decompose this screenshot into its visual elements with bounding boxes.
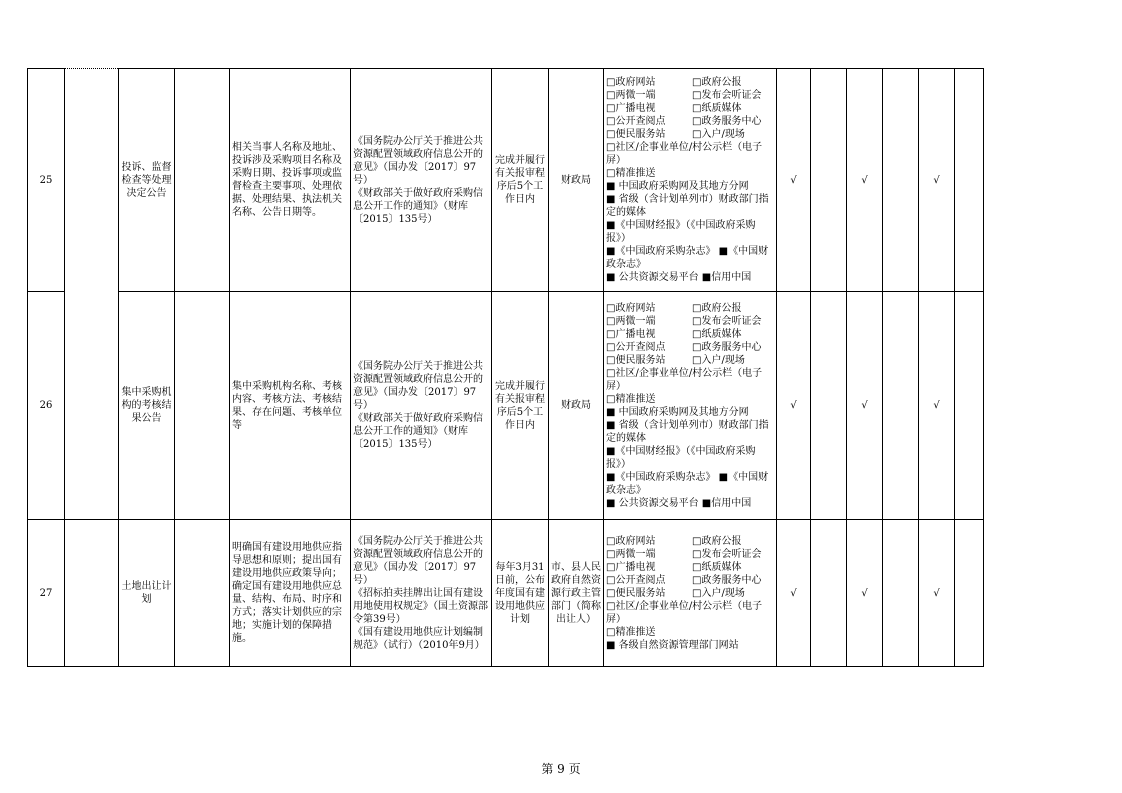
channel-option: □社区/企事业单位/村公示栏（电子屏） — [606, 367, 763, 392]
channel-list — [606, 302, 774, 510]
basis-line: 《财政部关于做好政府采购信息公开工作的通知》（财库〔2015〕135号） — [353, 413, 483, 450]
time-cell: 完成并履行有关报审程序后5个工作日内 — [492, 69, 549, 292]
channel-option: □政府公报 — [692, 302, 742, 314]
page-number: 第 9 页 — [541, 762, 581, 776]
channel-option: □政府公报 — [692, 77, 742, 88]
channel-cell — [604, 520, 777, 667]
item-name: 投诉、监督检查等处理决定公告 — [119, 69, 175, 292]
channel-list — [606, 76, 774, 284]
channel-option: □两微一端 — [606, 315, 656, 327]
channel-option: □政府公报 — [692, 535, 742, 547]
content-cell: 相关当事人名称及地址、投诉涉及采购项目名称及采购日期、投诉事项或监督检查主要事项、处理依据、处理结果、执法机关名称、公告日期等。 — [230, 69, 351, 292]
check-mark — [883, 520, 919, 667]
check-mark: √ — [847, 69, 883, 292]
channel-option: □发布会听证会 — [692, 315, 762, 327]
check-mark: √ — [847, 520, 883, 667]
channel-option: ■ 公共资源交易平台 ■信用中国 — [606, 497, 752, 509]
channel-cell — [604, 69, 777, 292]
channel-option: □两微一端 — [606, 90, 656, 101]
channel-option: □发布会听证会 — [692, 90, 762, 101]
channel-option: ■ 省级（含计划单列市）财政部门指定的媒体 — [606, 194, 769, 218]
channel-option: □政府网站 — [606, 302, 656, 314]
row-number: 27 — [28, 520, 65, 667]
check-mark: √ — [777, 520, 811, 667]
channel-option: ■ 省级（含计划单列市）财政部门指定的媒体 — [606, 419, 769, 444]
channel-option: □政务服务中心 — [692, 574, 762, 586]
basis-cell — [351, 520, 492, 667]
table-row — [28, 292, 984, 520]
check-mark — [883, 292, 919, 520]
check-mark: √ — [919, 69, 955, 292]
item-name: 土地出让计划 — [119, 520, 175, 667]
check-mark: √ — [777, 292, 811, 520]
channel-option: □发布会听证会 — [692, 548, 762, 560]
basis-line: 《国务院办公厅关于推进公共资源配置领域政府信息公开的意见》（国办发〔2017〕97号） — [353, 135, 483, 186]
channel-option: ■ 各级自然资源管理部门网站 — [606, 639, 739, 651]
channel-option: ■《中国政府采购杂志》 ■《中国财政杂志》 — [606, 471, 769, 496]
channel-option: □纸质媒体 — [692, 561, 742, 573]
channel-option: □入户/现场 — [692, 354, 745, 366]
channel-option: □公开查阅点 — [606, 341, 666, 353]
check-mark — [811, 520, 847, 667]
content-cell: 明确国有建设用地供应指导思想和原则；提出国有建设用地供应政策导向；确定国有建设用地供应总量、结构、布局、时序和方式；落实计划供应的宗地；实施计划的保障措施。 — [230, 520, 351, 667]
basis-line: 《财政部关于做好政府采购信息公开工作的通知》（财库〔2015〕135号） — [353, 187, 483, 225]
channel-option: □便民服务站 — [606, 354, 666, 366]
row-number: 26 — [28, 292, 65, 520]
check-mark — [955, 520, 984, 667]
channel-option: □广播电视 — [606, 561, 656, 573]
channel-cell — [604, 292, 777, 520]
check-mark — [811, 292, 847, 520]
channel-option: ■《中国财经报》（《中国政府采购报》） — [606, 220, 756, 244]
channel-option: □便民服务站 — [606, 129, 666, 140]
basis-line: 《国务院办公厅关于推进公共资源配置领域政府信息公开的意见》（国办发〔2017〕97号） — [353, 361, 483, 411]
channel-option: □两微一端 — [606, 548, 656, 560]
basis-line: 《国务院办公厅关于推进公共资源配置领域政府信息公开的意见》（国办发〔2017〕97号） — [353, 535, 483, 586]
basis-line: 《国有建设用地供应计划编制规范》（试行）（2010年9月） — [353, 626, 485, 651]
channel-option: □精准推送 — [606, 626, 656, 638]
check-mark — [955, 292, 984, 520]
group-cell — [65, 520, 119, 667]
check-mark: √ — [777, 69, 811, 292]
channel-option: □精准推送 — [606, 168, 656, 179]
subitem-cell — [175, 69, 230, 292]
table-row — [28, 69, 984, 292]
channel-list — [606, 535, 774, 652]
channel-option: □政务服务中心 — [692, 341, 762, 353]
channel-option: □广播电视 — [606, 103, 656, 114]
subject-cell: 财政局 — [549, 69, 604, 292]
group-cell — [65, 69, 119, 520]
check-mark — [811, 69, 847, 292]
channel-option: □政府网站 — [606, 535, 656, 547]
item-name: 集中采购机构的考核结果公告 — [119, 292, 175, 520]
basis-line: 《招标拍卖挂牌出让国有建设用地使用权规定》（国土资源部令第39号） — [353, 587, 488, 625]
time-cell: 每年3月31日前，公布年度国有建设用地供应计划 — [492, 520, 549, 667]
channel-option: □入户/现场 — [692, 587, 745, 599]
channel-option: □社区/企事业单位/村公示栏（电子屏） — [606, 142, 763, 166]
channel-option: ■ 中国政府采购网及其地方分网 — [606, 181, 749, 192]
check-mark: √ — [919, 520, 955, 667]
content-cell: 集中采购机构名称、考核内容、考核方法、考核结果、存在问题、考核单位等 — [230, 292, 351, 520]
subitem-cell — [175, 520, 230, 667]
channel-option: ■ 公共资源交易平台 ■信用中国 — [606, 272, 752, 283]
subitem-cell — [175, 292, 230, 520]
check-mark: √ — [847, 292, 883, 520]
row-number: 25 — [28, 69, 65, 292]
channel-option: □公开查阅点 — [606, 116, 666, 127]
channel-option: □入户/现场 — [692, 129, 745, 140]
channel-option: □精准推送 — [606, 393, 656, 405]
channel-option: ■《中国财经报》（《中国政府采购报》） — [606, 445, 756, 470]
channel-option: □公开查阅点 — [606, 574, 666, 586]
subject-cell: 财政局 — [549, 292, 604, 520]
channel-option: □纸质媒体 — [692, 103, 742, 114]
disclosure-table — [27, 68, 984, 667]
channel-option: ■ 中国政府采购网及其地方分网 — [606, 406, 749, 418]
channel-option: □政府网站 — [606, 77, 656, 88]
channel-option: □纸质媒体 — [692, 328, 742, 340]
channel-option: □社区/企事业单位/村公示栏（电子屏） — [606, 600, 763, 625]
channel-option: □便民服务站 — [606, 587, 666, 599]
channel-option: □广播电视 — [606, 328, 656, 340]
check-mark — [883, 69, 919, 292]
check-mark — [955, 69, 984, 292]
channel-option: □政务服务中心 — [692, 116, 762, 127]
basis-cell — [351, 292, 492, 520]
time-cell: 完成并履行有关报审程序后5个工作日内 — [492, 292, 549, 520]
subject-cell: 市、县人民政府自然资源行政主管部门（简称出让人） — [549, 520, 604, 667]
basis-cell — [351, 69, 492, 292]
channel-option: ■《中国政府采购杂志》 ■《中国财政杂志》 — [606, 246, 769, 270]
table-row — [28, 520, 984, 667]
check-mark: √ — [919, 292, 955, 520]
